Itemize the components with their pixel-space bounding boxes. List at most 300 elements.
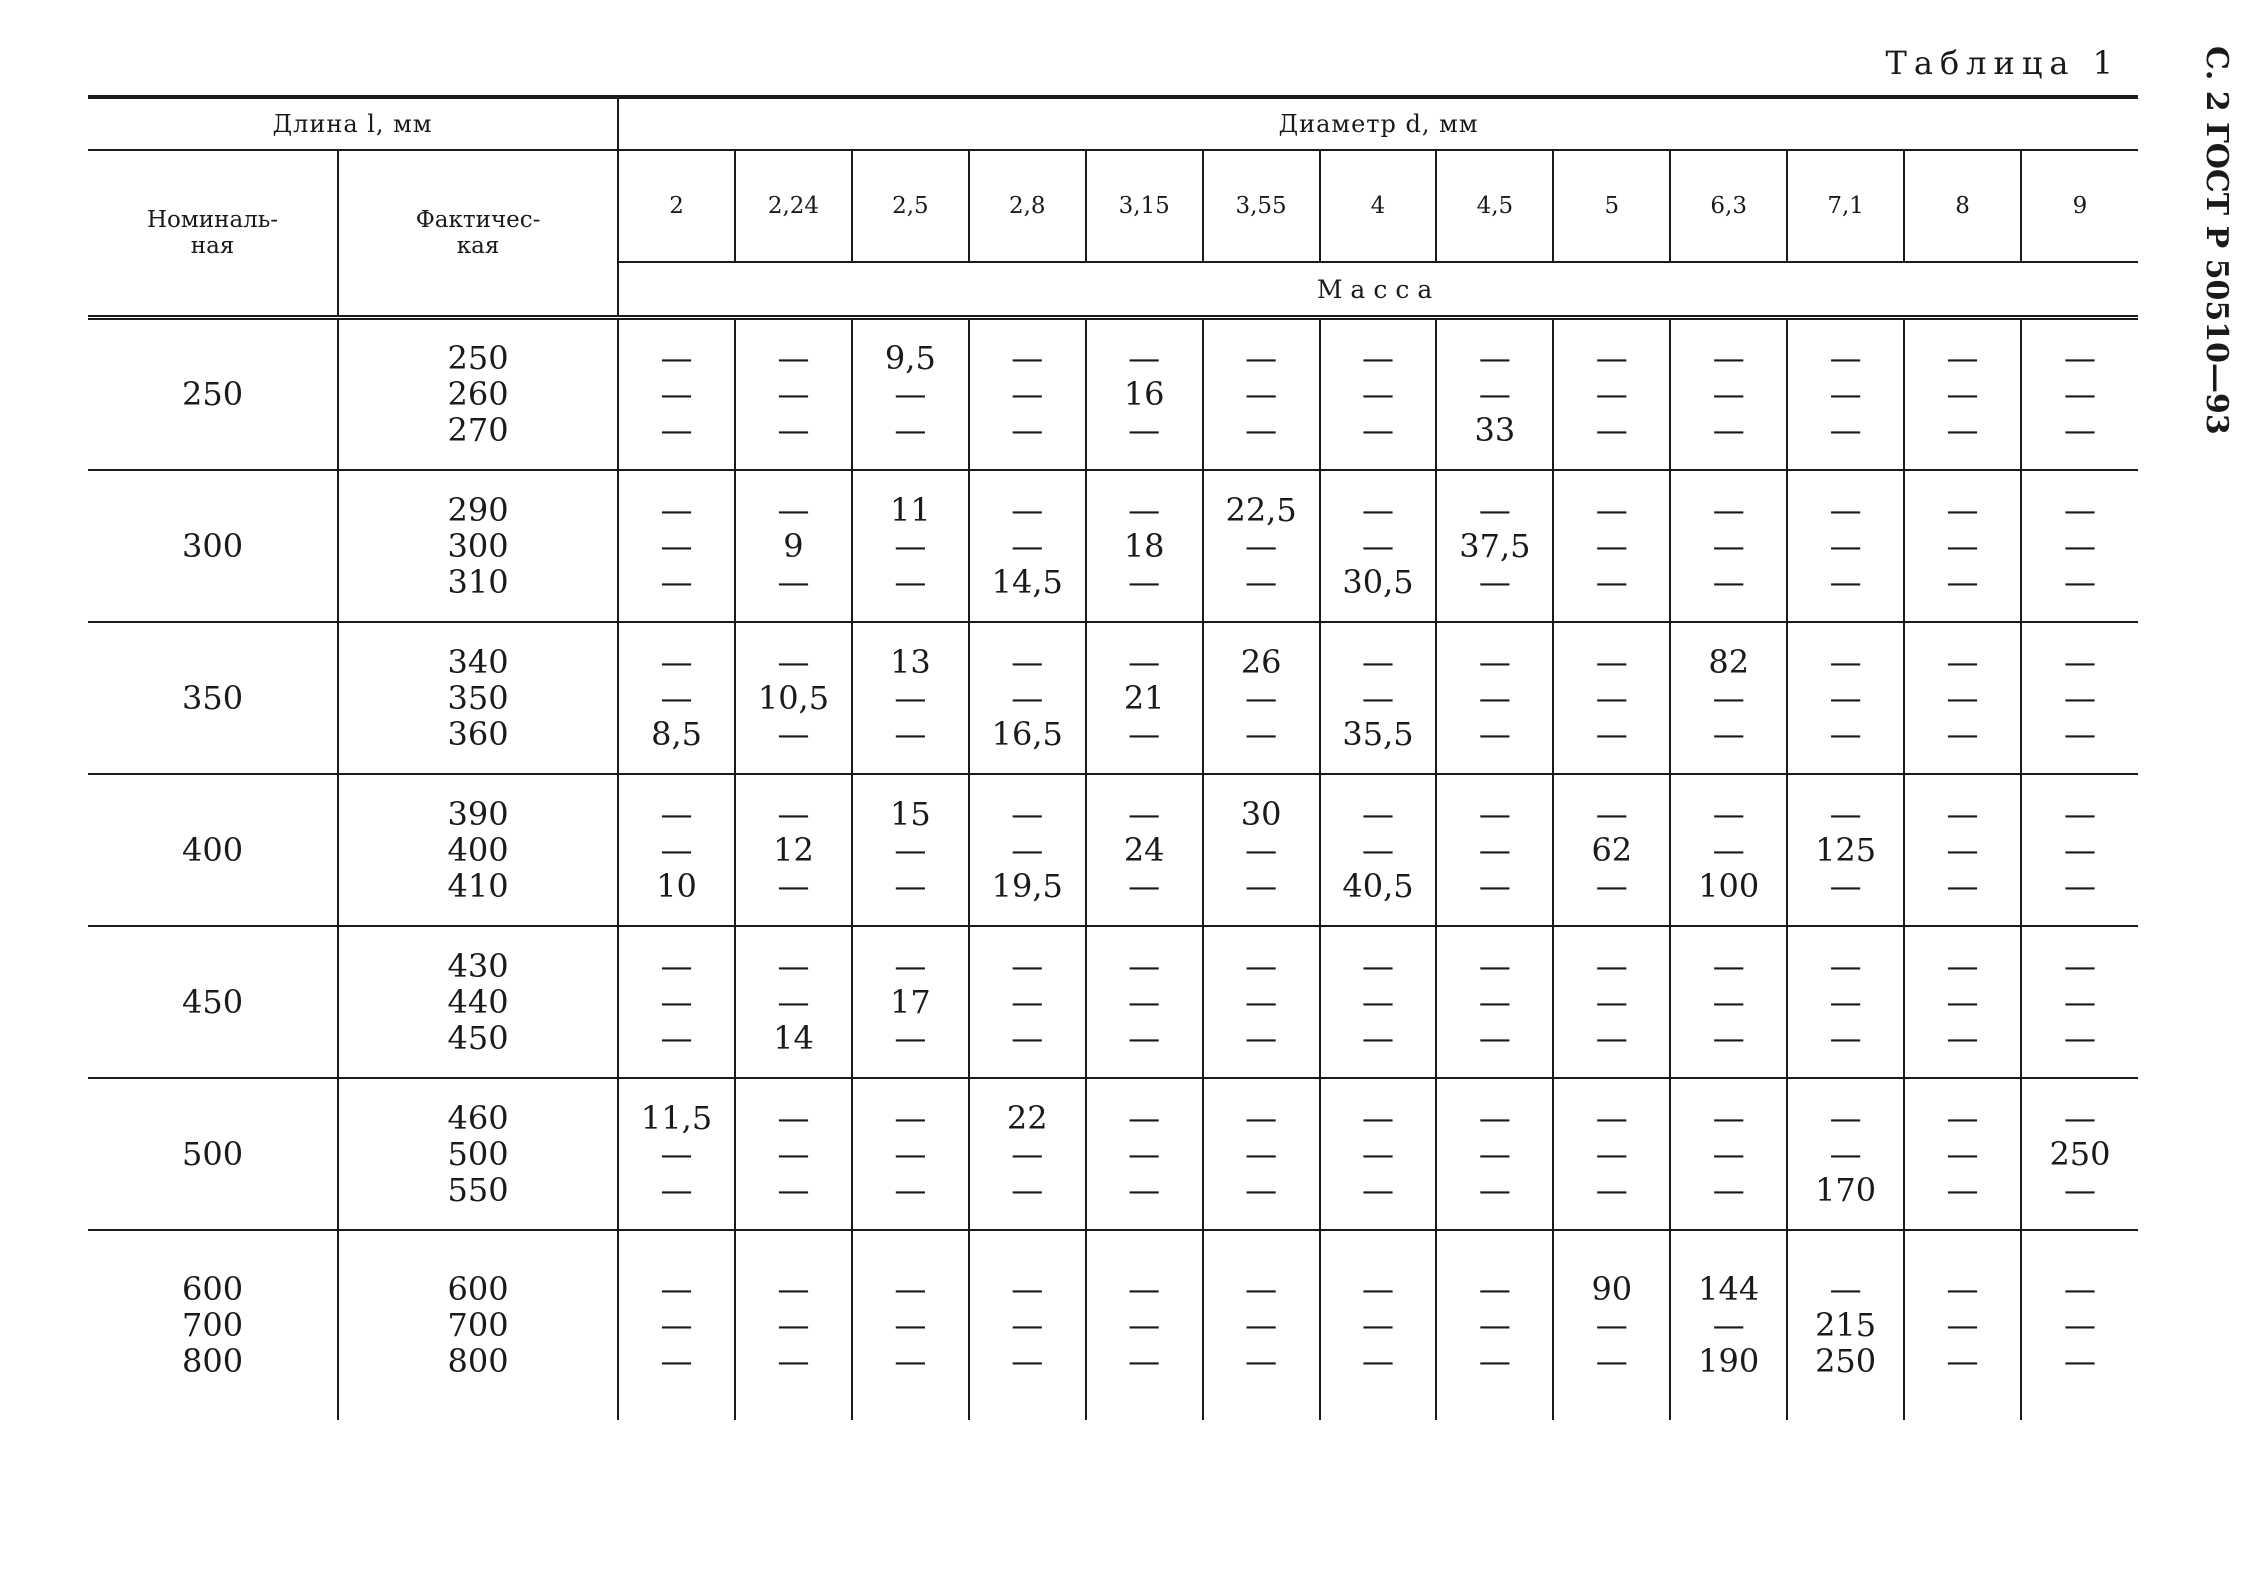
mass-value: — [1829, 562, 1862, 601]
actual-length-value: 440 [447, 982, 509, 1021]
mass-value: — [1245, 1342, 1278, 1380]
mass-value: — [1245, 866, 1278, 905]
mass-value: 9 [783, 526, 804, 565]
mass-value: — [1361, 830, 1394, 869]
mass-value: 12 [773, 830, 814, 869]
mass-cell [2021, 926, 2138, 1078]
mass-cell [852, 774, 969, 926]
mass-value: — [1245, 562, 1278, 601]
mass-value: 13 [890, 642, 931, 681]
diameter-header-11: 7,1 [1787, 150, 1904, 262]
mass-cell [618, 1230, 735, 1420]
mass-value: — [1478, 1134, 1511, 1173]
mass-value: — [2063, 562, 2096, 601]
mass-value: — [777, 339, 810, 378]
mass-value: — [1595, 526, 1628, 565]
mass-cell [735, 774, 852, 926]
nominal-length-value: 250 [181, 375, 244, 414]
mass-value: — [1946, 866, 1979, 905]
actual-length-value: 500 [447, 1134, 509, 1173]
mass-value: — [1011, 1134, 1044, 1173]
mass-cell [1203, 318, 1320, 470]
mass-value: — [1595, 1098, 1628, 1137]
data-table [88, 95, 2138, 1420]
mass-value: 37,5 [1459, 526, 1531, 565]
mass-value: — [1829, 375, 1862, 414]
mass-value: 190 [1698, 1342, 1760, 1380]
mass-value: — [1245, 982, 1278, 1021]
mass-value: — [1245, 830, 1278, 869]
mass-value: — [1361, 678, 1394, 717]
mass-value: — [1011, 411, 1044, 450]
mass-value: — [1946, 1170, 1979, 1209]
mass-value: — [1478, 678, 1511, 717]
mass-value: — [2063, 1270, 2096, 1308]
mass-value: — [1128, 1270, 1161, 1308]
mass-value: — [1478, 830, 1511, 869]
mass-value: 16 [1123, 375, 1165, 414]
mass-value: — [1361, 490, 1394, 529]
mass-value: — [1712, 946, 1745, 985]
mass-value: — [1478, 1270, 1511, 1308]
mass-cell [1670, 926, 1787, 1078]
mass-cell [1787, 1230, 1904, 1420]
diameter-group-header: Диаметр d, мм [618, 97, 2138, 150]
mass-cell [1436, 622, 1553, 774]
mass-cell [735, 622, 852, 774]
mass-value: — [1011, 1170, 1044, 1209]
mass-value: — [1128, 1134, 1161, 1173]
nominal-length-value: 700 [181, 1306, 244, 1344]
diameter-header-3: 2,5 [852, 150, 969, 262]
mass-cell [1086, 926, 1203, 1078]
mass-cell [735, 318, 852, 470]
mass-cell [1787, 622, 1904, 774]
mass-value: — [894, 1270, 927, 1308]
mass-value: 8,5 [651, 714, 702, 753]
mass-value: — [660, 411, 693, 450]
mass-value: 30 [1240, 794, 1282, 833]
mass-value: — [1829, 1270, 1862, 1308]
mass-cell [1203, 622, 1320, 774]
mass-value: — [1478, 1018, 1511, 1057]
mass-value: — [660, 339, 693, 378]
mass-value: — [1595, 714, 1628, 753]
mass-cell [1320, 926, 1437, 1078]
diameter-header-7: 4 [1320, 150, 1437, 262]
mass-value: — [1478, 1098, 1511, 1137]
mass-value: — [777, 411, 810, 450]
mass-value: — [2063, 1342, 2096, 1380]
mass-value: — [1946, 339, 1979, 378]
mass-value: — [894, 678, 927, 717]
mass-value: — [2063, 339, 2096, 378]
nominal-length-value: 600 [181, 1270, 244, 1308]
mass-cell [852, 926, 969, 1078]
mass-value: 11 [890, 490, 931, 529]
mass-value: — [1946, 1306, 1979, 1344]
mass-cell [1553, 318, 1670, 470]
mass-value: — [894, 1306, 927, 1344]
actual-length-value: 550 [447, 1170, 509, 1209]
mass-value: — [1712, 1018, 1745, 1057]
mass-cell [1320, 318, 1437, 470]
mass-value: — [1829, 794, 1862, 833]
actual-length-value: 450 [447, 1018, 509, 1057]
mass-value: — [1011, 1342, 1044, 1380]
mass-value: — [660, 375, 693, 414]
mass-value: 215 [1815, 1306, 1877, 1344]
mass-cell [2021, 622, 2138, 774]
mass-value: — [2063, 1170, 2096, 1209]
mass-value: — [1712, 1170, 1745, 1209]
mass-cell [618, 622, 735, 774]
mass-cell [735, 926, 852, 1078]
mass-cell [735, 470, 852, 622]
mass-cell [1203, 1230, 1320, 1420]
nominal-length-cell [88, 470, 338, 622]
mass-value: — [660, 1342, 693, 1380]
mass-value: — [1712, 562, 1745, 601]
nominal-length-value: 500 [181, 1134, 244, 1173]
mass-cell [852, 318, 969, 470]
mass-value: — [777, 982, 810, 1021]
mass-cell [1086, 470, 1203, 622]
mass-value: — [1128, 1170, 1161, 1209]
mass-cell [1904, 1078, 2021, 1230]
mass-value: — [894, 830, 927, 869]
mass-value: — [1712, 830, 1745, 869]
mass-value: — [1829, 411, 1862, 450]
mass-cell [1670, 1230, 1787, 1420]
table-row [88, 318, 2138, 470]
mass-value: — [1478, 642, 1511, 681]
mass-value: — [1478, 946, 1511, 985]
mass-value: — [1128, 339, 1161, 378]
mass-value: — [894, 1098, 927, 1137]
mass-value: — [1128, 411, 1161, 450]
diameter-header-12: 8 [1904, 150, 2021, 262]
mass-cell [969, 622, 1086, 774]
mass-value: — [1946, 1270, 1979, 1308]
mass-cell [852, 470, 969, 622]
mass-value: — [1478, 714, 1511, 753]
mass-value: — [1829, 1098, 1862, 1137]
mass-cell [852, 1230, 969, 1420]
nominal-length-cell [88, 318, 338, 470]
mass-value: — [1245, 1170, 1278, 1209]
mass-value: — [1011, 794, 1044, 833]
mass-value: — [777, 1342, 810, 1380]
actual-length-value: 430 [447, 946, 509, 985]
mass-cell [1670, 622, 1787, 774]
actual-length-cell [338, 318, 618, 470]
mass-value: 250 [2049, 1134, 2111, 1173]
mass-cell [1320, 1078, 1437, 1230]
mass-value: — [1361, 339, 1394, 378]
mass-cell [618, 470, 735, 622]
mass-value: — [660, 1306, 693, 1344]
mass-value: — [1712, 411, 1745, 450]
mass-value: — [1361, 1306, 1394, 1344]
mass-value: — [1245, 1270, 1278, 1308]
mass-value: — [1011, 830, 1044, 869]
mass-value: — [2063, 411, 2096, 450]
actual-length-value: 600 [447, 1270, 509, 1308]
mass-cell [1436, 926, 1553, 1078]
mass-cell [1086, 774, 1203, 926]
mass-value: — [2063, 1306, 2096, 1344]
mass-value: — [1011, 1270, 1044, 1308]
mass-value: — [1595, 678, 1628, 717]
mass-cell [1904, 1230, 2021, 1420]
mass-value: — [1361, 1342, 1394, 1380]
nominal-length-value: 400 [181, 830, 244, 869]
table-row [88, 1078, 2138, 1230]
actual-length-value: 410 [447, 866, 509, 905]
mass-cell [969, 1078, 1086, 1230]
table-body [88, 318, 2138, 1420]
mass-value: — [777, 490, 810, 529]
mass-value: — [777, 866, 810, 905]
mass-cell [1203, 926, 1320, 1078]
mass-value: 10 [656, 866, 697, 905]
mass-value: 14,5 [991, 562, 1063, 601]
mass-value: — [1946, 411, 1979, 450]
mass-value: — [1128, 490, 1161, 529]
mass-value: — [1595, 1170, 1628, 1209]
mass-value: — [2063, 946, 2096, 985]
actual-length-value: 400 [447, 830, 509, 869]
mass-cell [1553, 622, 1670, 774]
mass-value: — [1361, 375, 1394, 414]
mass-cell [2021, 1078, 2138, 1230]
nominal-length-cell [88, 926, 338, 1078]
mass-value: — [1245, 714, 1278, 753]
actual-length-cell [338, 622, 618, 774]
mass-value: 144 [1698, 1270, 1760, 1308]
mass-value: — [1361, 794, 1394, 833]
mass-value: — [1712, 339, 1745, 378]
mass-value: — [1712, 526, 1745, 565]
mass-cell [618, 774, 735, 926]
mass-value: — [1478, 339, 1511, 378]
nominal-length-cell [88, 774, 338, 926]
mass-value: — [1361, 411, 1394, 450]
page-running-header: С. 2 ГОСТ Р 50510—93 [2199, 46, 2234, 435]
mass-value: — [1361, 1018, 1394, 1057]
diameter-header-8: 4,5 [1436, 150, 1553, 262]
mass-cell [1904, 926, 2021, 1078]
actual-length-cell [338, 774, 618, 926]
mass-value: 22 [1006, 1098, 1048, 1137]
nominal-length-value: 300 [181, 526, 244, 565]
mass-value: — [1478, 375, 1511, 414]
mass-value: — [1361, 1170, 1394, 1209]
diameter-header-4: 2,8 [969, 150, 1086, 262]
mass-value: — [1946, 375, 1979, 414]
mass-cell [969, 470, 1086, 622]
mass-value: 100 [1698, 866, 1760, 905]
mass-value: — [1361, 1270, 1394, 1308]
mass-header: Масса [618, 262, 2138, 318]
mass-value: — [777, 794, 810, 833]
mass-value: — [1595, 642, 1628, 681]
mass-value: — [1712, 1134, 1745, 1173]
mass-value: — [1128, 1306, 1161, 1344]
diameter-header-5: 3,15 [1086, 150, 1203, 262]
mass-value: 14 [773, 1018, 814, 1057]
mass-value: — [660, 946, 693, 985]
actual-length-value: 800 [447, 1342, 509, 1380]
mass-value: — [1245, 375, 1278, 414]
mass-value: — [1712, 794, 1745, 833]
mass-value: — [894, 375, 927, 414]
mass-value: — [1829, 678, 1862, 717]
mass-cell [2021, 774, 2138, 926]
actual-length-value: 290 [447, 490, 509, 529]
mass-value: — [1829, 526, 1862, 565]
mass-value: — [1128, 562, 1161, 601]
mass-cell [1086, 1078, 1203, 1230]
mass-value: — [894, 1342, 927, 1380]
nominal-length-value: 350 [181, 678, 244, 717]
mass-value: — [2063, 1018, 2096, 1057]
mass-value: — [894, 714, 927, 753]
mass-value: — [1829, 714, 1862, 753]
mass-value: — [1946, 490, 1979, 529]
mass-cell [1436, 774, 1553, 926]
mass-value: 62 [1591, 830, 1633, 869]
mass-value: — [660, 642, 693, 681]
mass-cell [1553, 774, 1670, 926]
mass-value: — [1595, 562, 1628, 601]
mass-cell [1787, 926, 1904, 1078]
actual-header-label: Фактичес- кая [415, 207, 541, 259]
actual-length-value: 360 [447, 714, 509, 753]
actual-length-value: 700 [447, 1306, 509, 1344]
mass-value: — [777, 1306, 810, 1344]
mass-value: — [1128, 794, 1161, 833]
mass-value: — [1245, 1098, 1278, 1137]
mass-value: — [660, 490, 693, 529]
actual-length-value: 340 [447, 642, 509, 681]
mass-value: — [1595, 794, 1628, 833]
mass-cell [1904, 470, 2021, 622]
mass-value: 26 [1240, 642, 1282, 681]
mass-cell [1787, 470, 1904, 622]
mass-value: — [1712, 1098, 1745, 1137]
mass-value: 90 [1591, 1270, 1633, 1308]
mass-value: — [894, 526, 927, 565]
mass-value: — [660, 1018, 693, 1057]
mass-value: — [2063, 1098, 2096, 1137]
mass-value: — [660, 794, 693, 833]
mass-value: — [1478, 562, 1511, 601]
actual-length-value: 350 [447, 678, 509, 717]
mass-cell [1904, 622, 2021, 774]
mass-cell [1787, 774, 1904, 926]
table-row [88, 774, 2138, 926]
mass-value: — [1595, 375, 1628, 414]
mass-cell [1787, 1078, 1904, 1230]
mass-value: — [777, 562, 810, 601]
mass-cell [969, 774, 1086, 926]
mass-cell [1203, 470, 1320, 622]
mass-value: — [777, 375, 810, 414]
mass-value: — [1829, 642, 1862, 681]
mass-value: — [1128, 1098, 1161, 1137]
mass-value: — [1011, 678, 1044, 717]
mass-cell [1553, 470, 1670, 622]
mass-value: — [1946, 982, 1979, 1021]
mass-value: 24 [1123, 830, 1165, 869]
mass-value: — [777, 1270, 810, 1308]
mass-cell [735, 1230, 852, 1420]
mass-value: — [1478, 1170, 1511, 1209]
length-group-header: Длина l, мм [88, 97, 618, 150]
mass-value: 250 [1815, 1342, 1877, 1380]
mass-value: — [1478, 794, 1511, 833]
table-caption: Таблица 1 [1885, 44, 2120, 82]
mass-value: — [1829, 946, 1862, 985]
mass-cell [1553, 1078, 1670, 1230]
mass-cell [1670, 470, 1787, 622]
nominal-length-cell [88, 1078, 338, 1230]
mass-value: — [1829, 490, 1862, 529]
actual-length-value: 250 [447, 339, 509, 378]
mass-value: — [1128, 866, 1161, 905]
mass-value: 11,5 [640, 1098, 713, 1137]
mass-value: — [1128, 642, 1161, 681]
table-row [88, 1230, 2138, 1420]
mass-cell [1203, 1078, 1320, 1230]
mass-value: — [1011, 642, 1044, 681]
mass-cell [1203, 774, 1320, 926]
mass-value: — [1946, 1018, 1979, 1057]
mass-value: — [777, 1098, 810, 1137]
actual-length-value: 260 [447, 375, 509, 414]
actual-length-value: 460 [447, 1098, 509, 1137]
mass-value: — [1011, 982, 1044, 1021]
mass-value: 40,5 [1342, 866, 1414, 905]
mass-cell [1436, 1078, 1553, 1230]
mass-value: — [1478, 1306, 1511, 1344]
mass-value: — [2063, 526, 2096, 565]
nominal-header-label: Номиналь- ная [146, 207, 279, 259]
mass-value: — [1011, 946, 1044, 985]
mass-value: — [894, 562, 927, 601]
mass-value: — [1595, 490, 1628, 529]
mass-value: — [1712, 678, 1745, 717]
diameter-header-9: 5 [1553, 150, 1670, 262]
mass-value: — [1946, 794, 1979, 833]
mass-value: — [660, 526, 693, 565]
actual-length-value: 300 [447, 526, 509, 565]
mass-value: — [2063, 375, 2096, 414]
mass-value: 22,5 [1225, 490, 1297, 529]
mass-cell [852, 1078, 969, 1230]
table-row [88, 622, 2138, 774]
mass-cell [1904, 774, 2021, 926]
mass-value: — [894, 1134, 927, 1173]
mass-value: — [1128, 714, 1161, 753]
mass-value: — [2063, 866, 2096, 905]
mass-value: — [1245, 678, 1278, 717]
mass-value: — [2063, 678, 2096, 717]
mass-value: — [1829, 982, 1862, 1021]
mass-cell [969, 926, 1086, 1078]
